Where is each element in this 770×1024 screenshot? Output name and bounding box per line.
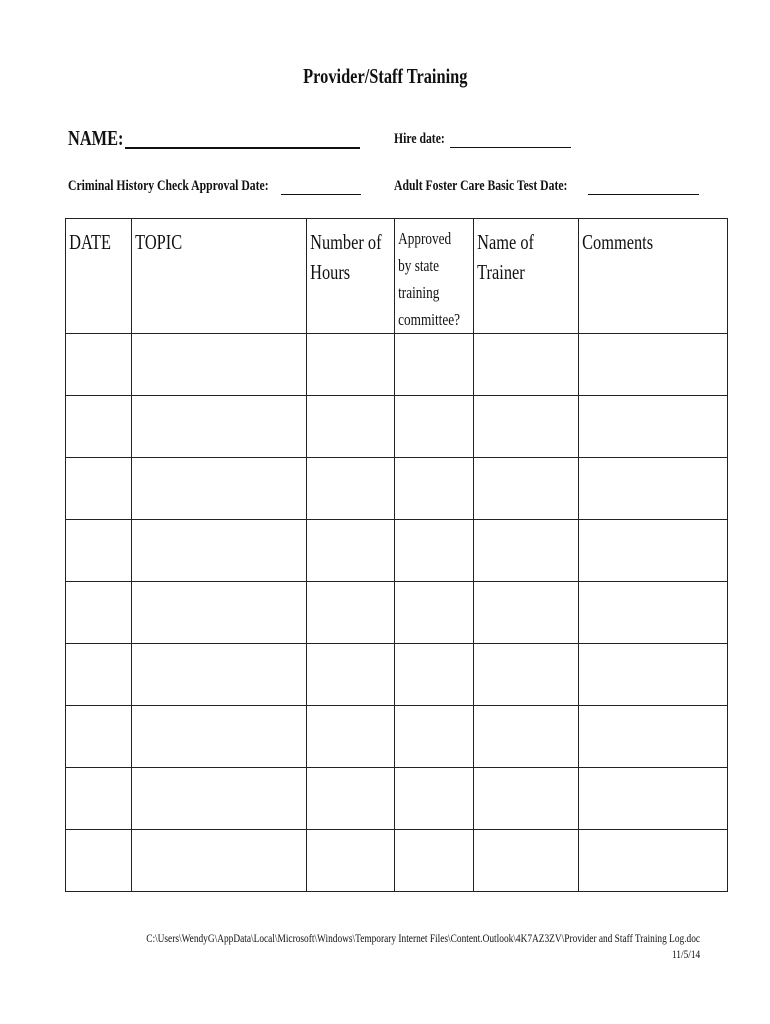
- cell-trainer[interactable]: [474, 644, 579, 706]
- cell-comments[interactable]: [579, 582, 728, 644]
- cell-approved[interactable]: [395, 830, 474, 892]
- cell-hours[interactable]: [307, 520, 395, 582]
- cell-approved[interactable]: [395, 396, 474, 458]
- header-trainer-text: Name of Trainer: [477, 230, 534, 284]
- cell-hours[interactable]: [307, 582, 395, 644]
- table-row: [66, 334, 728, 396]
- cell-topic[interactable]: [132, 458, 307, 520]
- footer-date: 11/5/14: [671, 947, 700, 961]
- cell-date[interactable]: [66, 396, 132, 458]
- cell-topic[interactable]: [132, 706, 307, 768]
- cell-topic[interactable]: [132, 768, 307, 830]
- cell-trainer[interactable]: [474, 582, 579, 644]
- table-row: [66, 458, 728, 520]
- cell-hours[interactable]: [307, 706, 395, 768]
- cell-trainer[interactable]: [474, 830, 579, 892]
- adult-foster-care-label-text: Adult Foster Care Basic Test Date:: [394, 178, 568, 194]
- cell-topic[interactable]: [132, 396, 307, 458]
- table-header-row: [66, 219, 728, 334]
- header-date: [66, 219, 132, 334]
- cell-date[interactable]: [66, 334, 132, 396]
- footer-file-path: C:\Users\WendyG\AppData\Local\Microsoft\Windows\Temporary Internet Files\Content.Outlook\4K7AZ3ZV\Provider and Staff Training Log.doc: [146, 931, 700, 945]
- cell-topic[interactable]: [132, 830, 307, 892]
- table-row: [66, 830, 728, 892]
- cell-comments[interactable]: [579, 768, 728, 830]
- hire-date-input-line[interactable]: [450, 147, 571, 148]
- header-number-of-hours: [307, 219, 395, 334]
- cell-approved[interactable]: [395, 706, 474, 768]
- training-log-table: [65, 218, 728, 892]
- cell-comments[interactable]: [579, 644, 728, 706]
- header-approved: [395, 219, 474, 334]
- cell-comments[interactable]: [579, 458, 728, 520]
- cell-topic[interactable]: [132, 582, 307, 644]
- document-footer: [0, 930, 700, 962]
- cell-hours[interactable]: [307, 768, 395, 830]
- adult-foster-care-date-input-line[interactable]: [588, 194, 699, 195]
- table-row: [66, 582, 728, 644]
- cell-hours[interactable]: [307, 396, 395, 458]
- table-row: [66, 520, 728, 582]
- cell-comments[interactable]: [579, 334, 728, 396]
- cell-date[interactable]: [66, 768, 132, 830]
- criminal-history-label: [68, 178, 325, 195]
- header-comments-text: Comments: [582, 230, 654, 254]
- cell-approved[interactable]: [395, 458, 474, 520]
- adult-foster-care-label: [394, 178, 616, 195]
- cell-hours[interactable]: [307, 830, 395, 892]
- cell-approved[interactable]: [395, 644, 474, 706]
- cell-comments[interactable]: [579, 830, 728, 892]
- form-title: [0, 64, 770, 89]
- cell-trainer[interactable]: [474, 334, 579, 396]
- criminal-history-date-input-line[interactable]: [281, 194, 361, 195]
- table-row: [66, 396, 728, 458]
- cell-approved[interactable]: [395, 768, 474, 830]
- cell-date[interactable]: [66, 582, 132, 644]
- name-input-line[interactable]: [125, 147, 360, 149]
- cell-comments[interactable]: [579, 396, 728, 458]
- table-row: [66, 644, 728, 706]
- cell-hours[interactable]: [307, 644, 395, 706]
- table-body: [66, 334, 728, 892]
- header-name-of-trainer: [474, 219, 579, 334]
- table-row: [66, 768, 728, 830]
- cell-topic[interactable]: [132, 644, 307, 706]
- hire-date-label-text: Hire date:: [394, 131, 445, 147]
- form-title-text: Provider/Staff Training: [302, 64, 468, 88]
- header-topic-text: TOPIC: [135, 230, 183, 254]
- cell-date[interactable]: [66, 830, 132, 892]
- cell-trainer[interactable]: [474, 396, 579, 458]
- header-approved-text: Approved by state training committee?: [398, 229, 460, 329]
- cell-trainer[interactable]: [474, 768, 579, 830]
- cell-topic[interactable]: [132, 334, 307, 396]
- cell-trainer[interactable]: [474, 520, 579, 582]
- cell-date[interactable]: [66, 644, 132, 706]
- header-hours-text: Number of Hours: [310, 230, 382, 284]
- cell-date[interactable]: [66, 706, 132, 768]
- cell-approved[interactable]: [395, 582, 474, 644]
- header-comments: [579, 219, 728, 334]
- cell-date[interactable]: [66, 458, 132, 520]
- cell-approved[interactable]: [395, 520, 474, 582]
- cell-trainer[interactable]: [474, 706, 579, 768]
- cell-comments[interactable]: [579, 706, 728, 768]
- criminal-history-label-text: Criminal History Check Approval Date:: [68, 178, 269, 194]
- header-topic: [132, 219, 307, 334]
- cell-approved[interactable]: [395, 334, 474, 396]
- cell-topic[interactable]: [132, 520, 307, 582]
- header-date-text: DATE: [69, 230, 111, 254]
- cell-date[interactable]: [66, 520, 132, 582]
- cell-hours[interactable]: [307, 458, 395, 520]
- cell-comments[interactable]: [579, 520, 728, 582]
- cell-hours[interactable]: [307, 334, 395, 396]
- cell-trainer[interactable]: [474, 458, 579, 520]
- hire-date-label: [394, 131, 459, 148]
- table-row: [66, 706, 728, 768]
- name-label-text: NAME:: [68, 126, 124, 150]
